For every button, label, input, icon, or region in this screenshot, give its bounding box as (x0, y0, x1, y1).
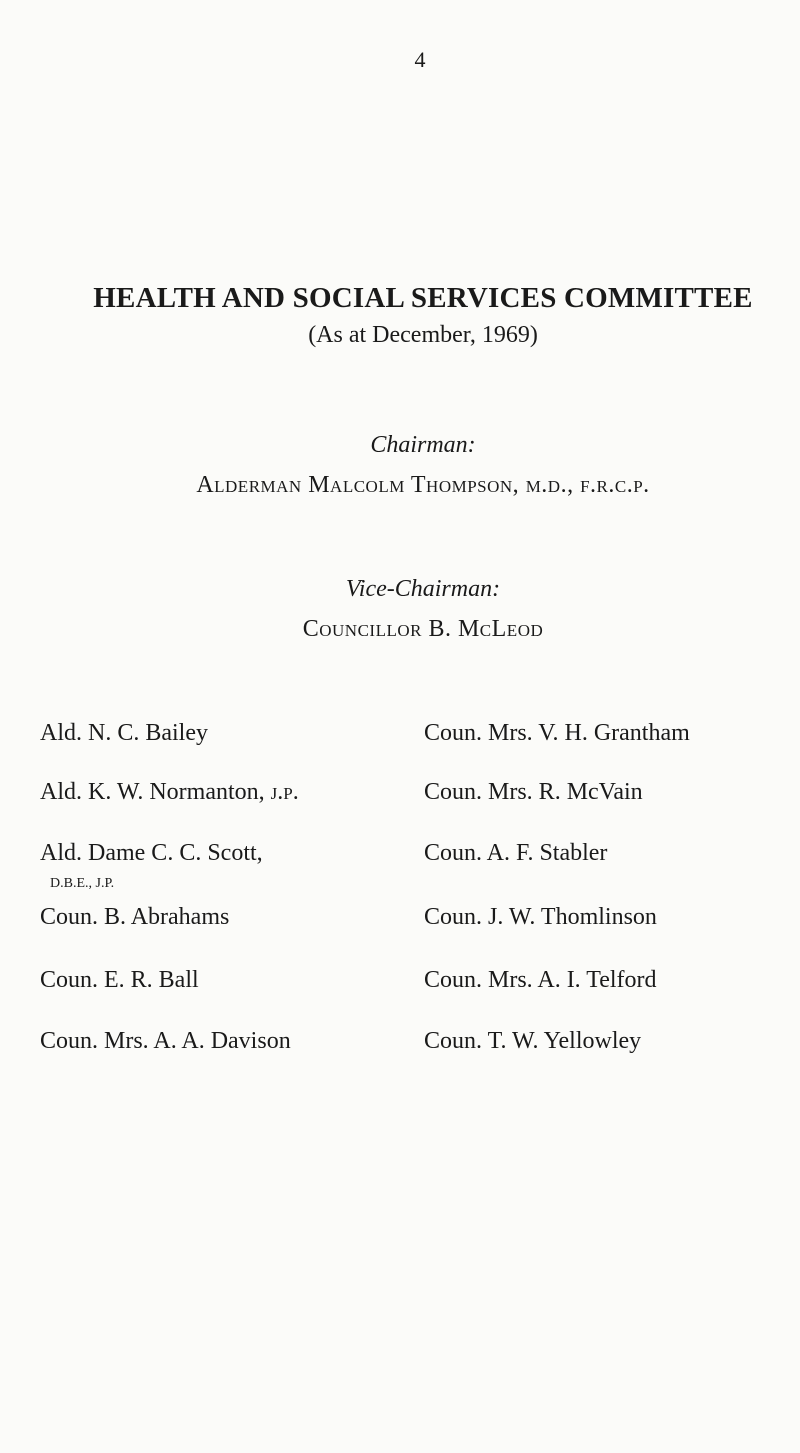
page-subtitle: (As at December, 1969) (308, 322, 538, 348)
chairman-honours: m.d., f.r.c.p. (525, 472, 650, 498)
chairman-name-text: Alderman Malcolm Thompson, (196, 472, 526, 498)
member-left-2-suffix: j.p. (270, 779, 299, 805)
member-left-2-name: Ald. K. W. Normanton, (40, 779, 271, 805)
member-left-4: Coun. B. Abrahams (40, 904, 230, 930)
vice-chairman-name: Councillor B. McLeod (302, 616, 544, 642)
member-right-3: Coun. A. F. Stabler (424, 840, 608, 866)
member-right-6: Coun. T. W. Yellowley (424, 1028, 642, 1054)
page-number: 4 (414, 47, 426, 72)
member-left-6: Coun. Mrs. A. A. Davison (40, 1028, 291, 1054)
member-right-1: Coun. Mrs. V. H. Grantham (424, 720, 690, 746)
vice-chairman-label: Vice-Chairman: (345, 576, 501, 602)
chairman-name (0, 472, 800, 499)
member-left-1: Ald. N. C. Bailey (40, 720, 208, 746)
member-right-2: Coun. Mrs. R. McVain (424, 779, 643, 805)
member-left-2 (40, 779, 299, 806)
member-left-5: Coun. E. R. Ball (40, 967, 199, 993)
member-left-3-honours: D.B.E., J.P. (50, 876, 115, 891)
chairman-label: Chairman: (370, 432, 476, 458)
page-title: HEALTH AND SOCIAL SERVICES COMMITTEE (93, 282, 753, 314)
member-right-4: Coun. J. W. Thomlinson (424, 904, 657, 930)
member-left-3: Ald. Dame C. C. Scott, (40, 840, 263, 866)
member-right-5: Coun. Mrs. A. I. Telford (424, 967, 657, 993)
